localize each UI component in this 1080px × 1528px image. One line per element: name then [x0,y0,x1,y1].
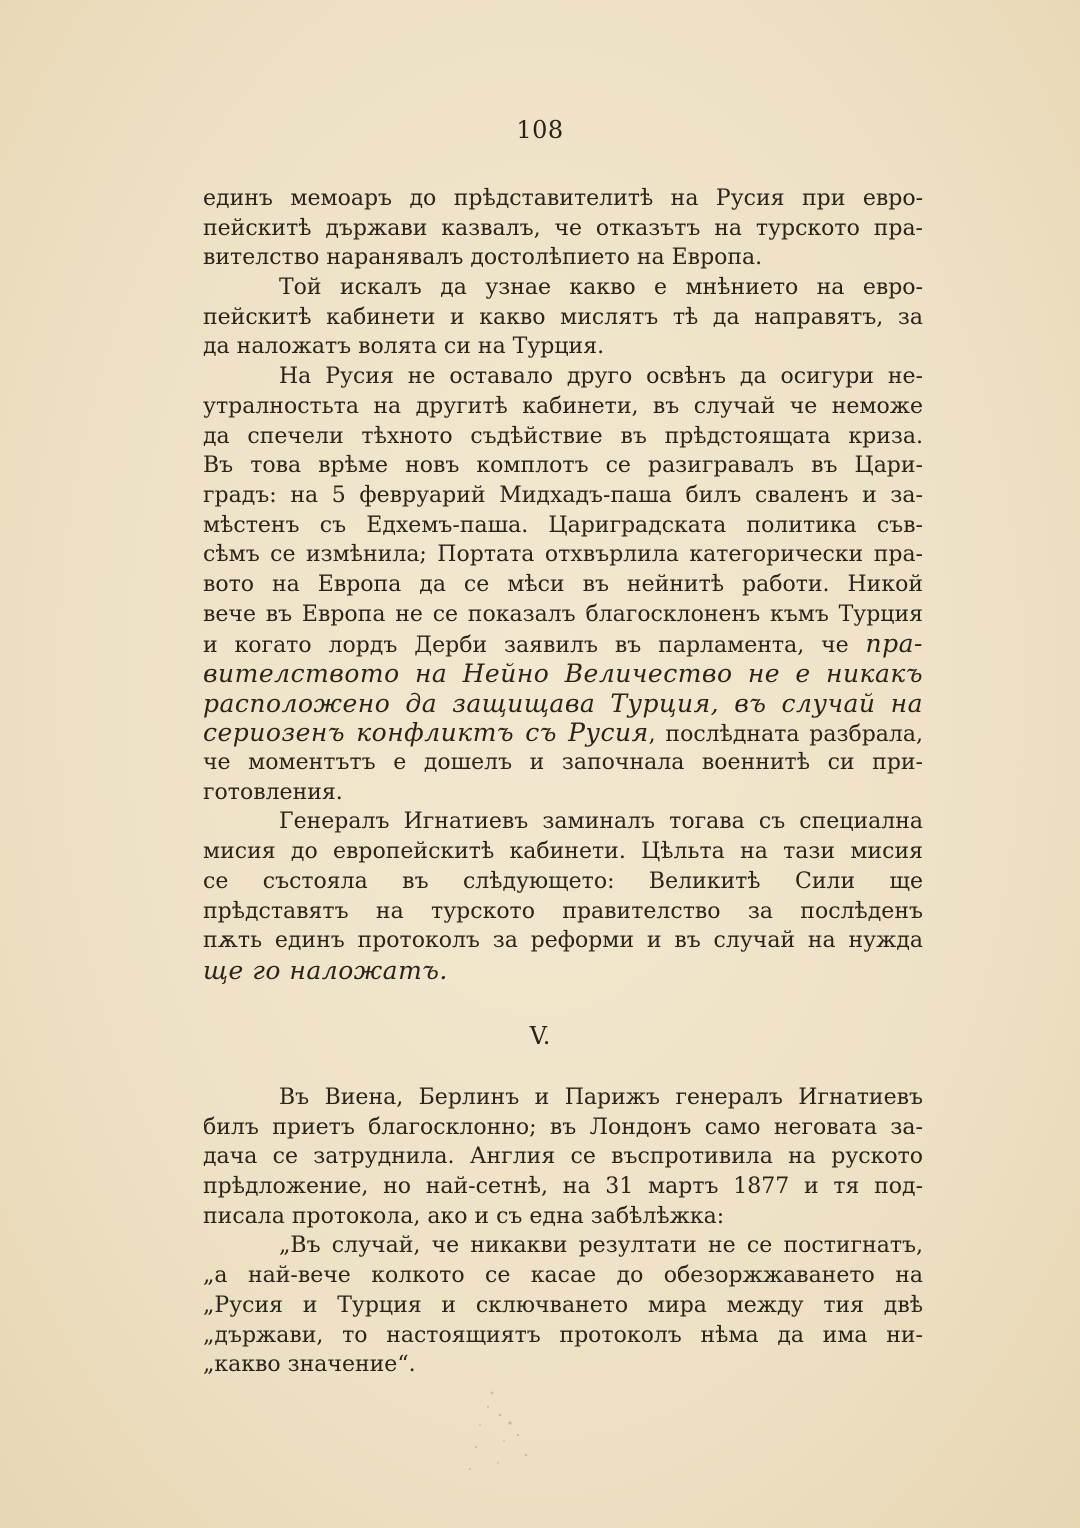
text-line [203,718,923,748]
text-line [203,303,923,333]
text-line [203,332,923,362]
text-run: прѣдложение, но най-сетнѣ, на 31 мартъ 1877 и тя под- [203,1174,923,1200]
text-line [203,392,923,422]
paragraph [203,362,923,807]
paragraph [203,1231,923,1379]
text-line [203,956,923,986]
text-run: Той искалъ да узнае какво е мнѣнието на евро- [279,275,923,301]
text-run: прѣдставятъ на турското правителство за послѣденъ [203,898,923,924]
paper-specks-decoration [440,1385,560,1475]
text-line [203,689,923,719]
italic-text: ще го наложатъ. [203,955,448,985]
italic-text: вителството на Нейно Величество не е никакъ [203,659,923,688]
text-run: писала протокола, ако и съ една забѣлѣжка: [203,1203,725,1229]
text-run: „Русия и Турция и сключването мира между тия двѣ [203,1292,923,1318]
text-line [203,867,923,897]
italic-text: сериозенъ конфликтъ съ Русия [203,718,649,748]
text-line [203,778,923,808]
text-run: вото на Европа да се мѣси въ нейнитѣ работи. Никой [203,571,923,597]
section-heading: V. [529,1022,551,1050]
text-line [203,748,923,778]
text-run: дача се затруднила. Англия се въспротивила на руското [203,1144,923,1170]
italic-text: расположено да защищава Турция, въ случай на [203,688,923,718]
text-run: и когато лордъ Дерби заявилъ въ парламента, че [203,633,866,659]
text-run: сѣмъ се измѣнила; Портата отхвърлила категорически пра- [203,542,923,568]
text-run: мѣстенъ съ Едхемъ-паша. Цариградската политика съв- [203,512,923,538]
text-run: утралностьта на другитѣ кабинети, въ случай че неможе [203,393,923,419]
text-run: че моментътъ е дошелъ и започнала военнитѣ си при- [203,750,923,776]
paragraph [203,807,923,985]
text-line [203,540,923,570]
text-line [203,243,923,273]
text-run: пейскитѣ държави казвалъ, че отказътъ на турското пра- [203,215,923,241]
text-run: Въ Виена, Берлинъ и Парижъ генералъ Игнатиевъ [279,1085,923,1110]
text-run: „държави, то настоящиятъ протоколъ нѣма да има ни- [203,1322,923,1348]
text-run: „какво значение“. [203,1352,416,1378]
text-line [203,422,923,452]
text-run: да наложатъ волята си на Турция. [203,334,605,360]
text-line [203,1231,923,1261]
text-run: готовления. [203,779,343,805]
text-run: пейскитѣ кабинети и какво мислятъ тѣ да направятъ, за [203,304,923,330]
text-line [203,600,923,630]
text-line [203,451,923,481]
text-line [203,1113,923,1143]
text-run: вече въ Европа не се показалъ благосклоненъ къмъ Турция [203,601,923,627]
text-run: вителство наранявалъ достолѣпието на Европа. [203,245,763,271]
text-block-top [203,184,923,986]
text-run: пѫть единъ протоколъ за реформи и въ случай на нужда [203,928,923,954]
text-line [203,807,923,837]
text-run: да спечели тѣхното съдѣйствие въ прѣдстоящата криза. [203,423,923,449]
text-run: единъ мемоаръ до прѣдставителитѣ на Русия при евро- [203,186,923,211]
paragraph [203,273,923,362]
text-run: мисия до европейскитѣ кабинети. Цѣльта на тази мисия [203,839,923,865]
text-line [203,511,923,541]
text-line [203,362,923,392]
text-line [203,1172,923,1202]
paragraph [203,1083,923,1231]
text-line [203,1261,923,1291]
text-run: билъ приетъ благосклонно; въ Лондонъ само неговата за- [203,1114,923,1140]
text-line [203,1142,923,1172]
text-line [203,214,923,244]
text-run: градъ: на 5 февруарий Мидхадъ-паша билъ сваленъ и за- [203,482,923,508]
text-run: „а най-вече колкото се касае до обезоржжаването на [203,1263,923,1289]
text-run: „Въ случай, че никакви резултати не се постигнатъ, [279,1233,923,1259]
text-run: , послѣдната разбрала, [648,722,923,748]
text-line [203,481,923,511]
text-line [203,570,923,600]
text-line [203,629,923,659]
text-run: Въ това врѣме новъ комплотъ се разигравалъ въ Цари- [203,453,923,479]
text-line [203,1350,923,1380]
italic-text: пра- [865,629,923,659]
text-line [203,273,923,303]
page-number: 108 [516,116,564,144]
text-line [203,184,923,214]
text-run: Генералъ Игнатиевъ заминалъ тогава съ специална [279,809,923,835]
text-line [203,1291,923,1321]
text-block-bottom [203,1083,923,1380]
text-run: На Русия не оставало друго освѣнъ да осигури не- [279,364,923,390]
text-line [203,1202,923,1232]
text-line [203,659,923,689]
paragraph [203,184,923,273]
text-line [203,1321,923,1351]
text-line [203,1083,923,1113]
text-line [203,837,923,867]
text-line [203,926,923,956]
text-line [203,897,923,927]
text-run: се състояла въ слѣдующето: Великитѣ Сили ще [203,868,923,894]
